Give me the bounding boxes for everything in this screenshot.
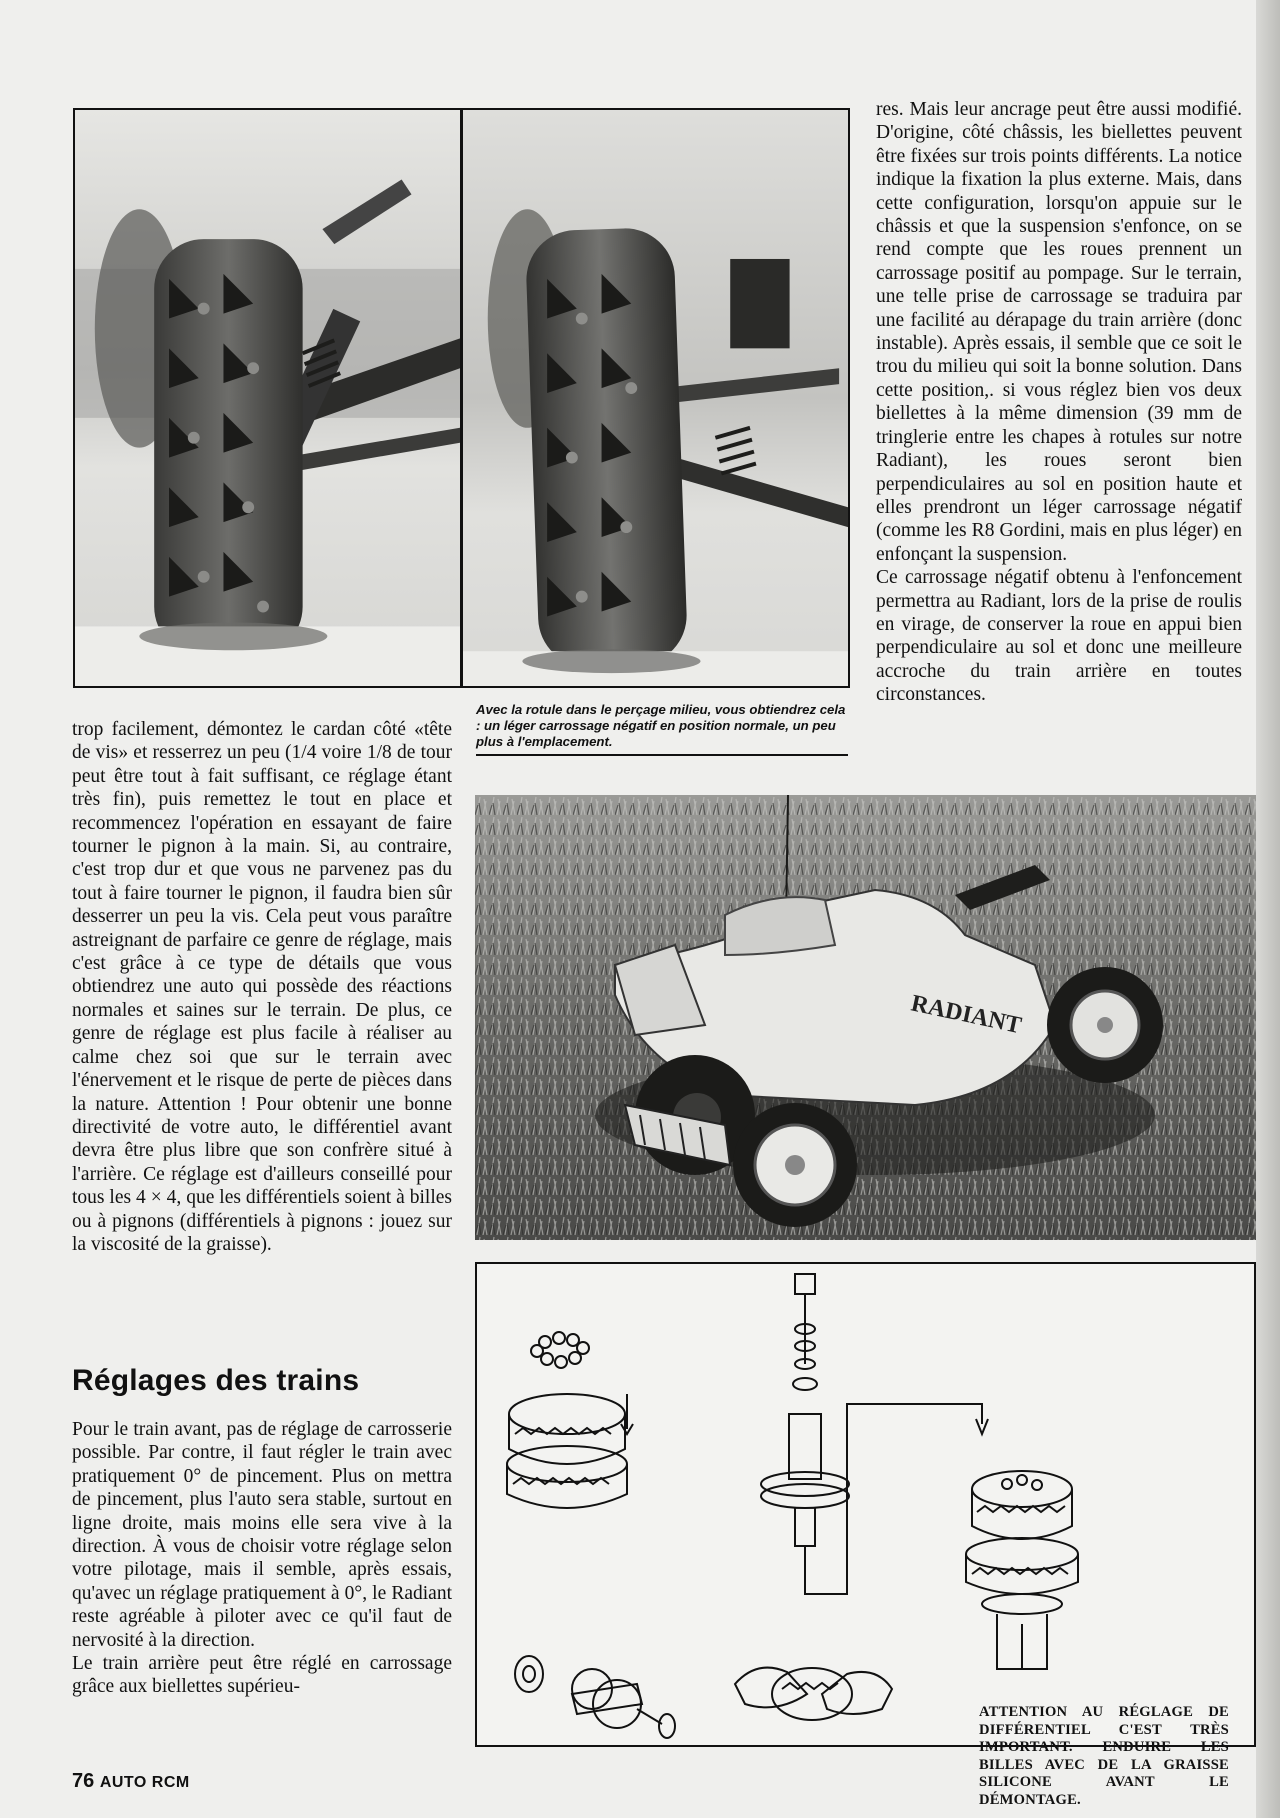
paragraph: Le train arrière peut être réglé en carrossage grâce aux biellettes supérieu- — [72, 1653, 452, 1698]
balls-ring-icon — [531, 1332, 589, 1368]
paragraph: Ce carrossage négatif obtenu à l'enfoncement permettra au Radiant, lors de la prise de roulis en virage, de conserver la roue en appui bien perpendiculaire au sol et donc une meilleure accroche du train arrière en toutes circonstances. — [876, 567, 1242, 706]
section-heading: Réglages des trains — [72, 1364, 360, 1397]
paragraph: res. Mais leur ancrage peut être aussi modifié. D'origine, côté châssis, les biellettes peuvent être fixées sur trois points différents. La notice indique la fixation la plus externe. Mais, dans cette configuration, lorsqu'on appuie sur le châssis et que la suspension s'enfonce, on se rend compte que les roues prennent un carrossage positif au pompage. Sur le terrain, une telle prise de carrossage se traduira par une facilité au dérapage du train arrière (donc instable). Après essais, il semble que ce soit le trou du milieu qui soit la bonne solution. Dans cette position,. si vous réglez bien vos deux biellettes à la même dimension (39 mm de tringlerie entre les chapes à rotules sur notre Radiant), les roues seront bien perpendiculaires au sol en position haute et elles prendront un léger carrossage négatif (comme les R8 Gordini, mais en plus léger) en enfonçant la suspension. — [876, 99, 1242, 565]
left-column-text-top — [72, 718, 452, 1256]
photo-caption: Avec la rotule dans le perçage milieu, vous obtiendrez cela : un léger carrossage négatif en position normale, un peu plus à l'emplacement. — [476, 702, 848, 756]
warning-note: ATTENTION AU RÉGLAGE DE DIFFÉRENTIEL C'EST TRÈS IMPORTANT. ENDUIRE LES BILLES AVEC DE LA GRAISSE SILICONE AVANT LE DÉMONTAGE. — [979, 1704, 1229, 1808]
paragraph: trop facilement, démontez le cardan côté «tête de vis» et resserrez un peu (1/4 voire 1/8 de tour peut être tout à fait suffisant, ce réglage étant très fin), puis remettez le tout en place et recommencez l'opération en essayant de faire tourner le pignon à la main. Si, au contraire, c'est trop dur et que vous ne parvenez pas du tout à faire tourner le pignon, il faudra bien sûr desserrer un peu la vis. Cela peut vous paraître astreignant de parfaire ce genre de réglage, mais c'est grâce à ce type de détails que vous obtiendrez une auto qui possède des réactions normales et saines sur le terrain. De plus, ce genre de réglage est plus facile à réaliser au calme chez soi que sur le terrain avec l'énervement et le risque de perte de pièces dans la nature. Attention ! Pour obtenir une bonne directivité de votre auto, le différentiel avant devra être plus libre que son confrère situé à l'arrière. Ce réglage est d'ailleurs conseillé pour tous les 4 × 4, que les différentiels soient à billes ou à pignons (différentiels à pignons : jouez sur la viscosité de la graisse). — [72, 719, 452, 1255]
magazine-name: AUTO RCM — [99, 1774, 190, 1791]
photo-tire-right — [461, 108, 850, 688]
page-number: 76 — [72, 1770, 95, 1792]
car-body-lettering: RADIANT — [908, 990, 1024, 1040]
left-column-text-bottom — [72, 1418, 452, 1699]
page-edge — [1256, 0, 1280, 1818]
paragraph: Pour le train avant, pas de réglage de carrosserie possible. Par contre, il faut régler le train avec pratiquement 0° de pincement. Plus on mettra de pincement, plus l'auto sera stable, surtout en ligne droite, mais moins elle sera vive à la direction. À vous de choisir votre réglage selon votre pilotage, mais il semble, après essais, qu'avec un réglage pratiquement à 0°, le Radiant reste agréable à piloter avec ce qu'il faut de nervosité à la direction. — [72, 1419, 452, 1651]
right-column-text — [876, 98, 1242, 707]
photo-car-on-grass — [475, 795, 1256, 1240]
page-footer — [72, 1770, 190, 1793]
differential-diagram — [475, 1262, 1256, 1808]
photo-tire-left — [73, 108, 462, 688]
